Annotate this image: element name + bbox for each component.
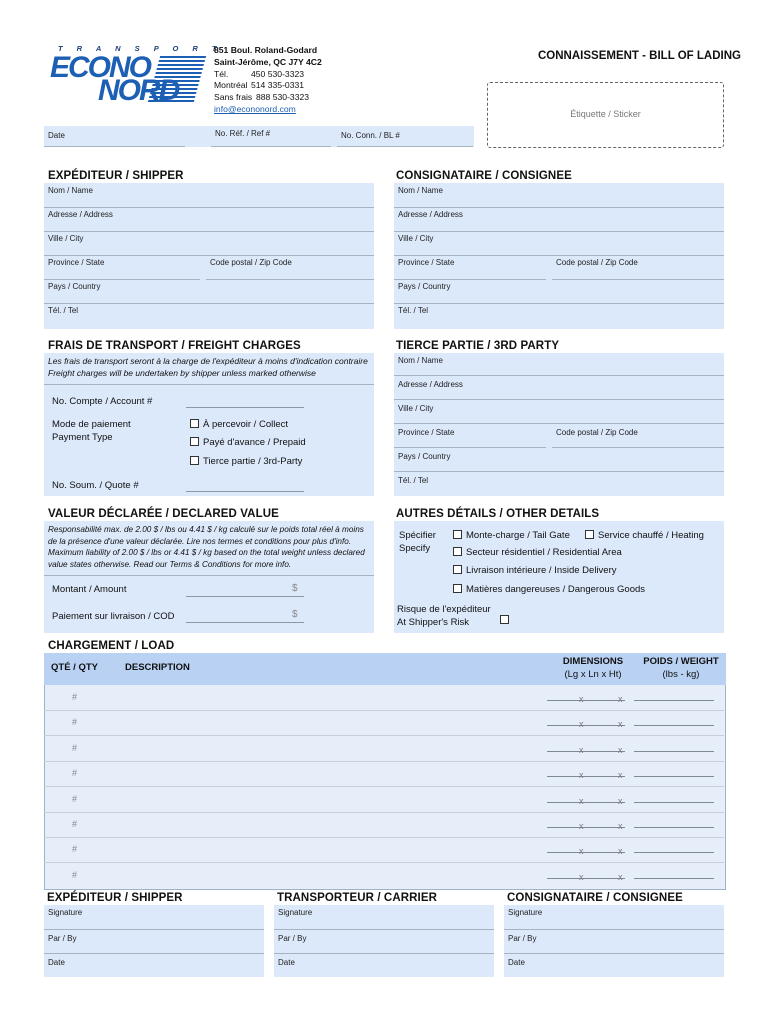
third-tel-field[interactable] xyxy=(394,471,724,496)
shipper-tel-field[interactable] xyxy=(44,303,374,327)
third-name-label: Nom / Name xyxy=(398,356,443,365)
consignee-country-label: Pays / Country xyxy=(398,282,451,291)
load-row[interactable] xyxy=(44,837,724,863)
signature-carrier-by-field[interactable]: Par / By xyxy=(274,929,494,954)
consignee-postal-label: Code postal / Zip Code xyxy=(556,258,638,267)
amount-currency: $ xyxy=(292,583,298,594)
shipper-postal-label: Code postal / Zip Code xyxy=(210,258,292,267)
logo-line1: ECONO xyxy=(50,51,151,84)
row-qty-marker: # xyxy=(72,793,78,804)
third-country-label: Pays / Country xyxy=(398,452,451,461)
signature-carrier-title: TRANSPORTEUR / CARRIER xyxy=(277,892,438,904)
shipper-postal-field[interactable] xyxy=(206,255,374,280)
load-row[interactable] xyxy=(44,812,724,838)
signature-consignee-title: CONSIGNATAIRE / CONSIGNEE xyxy=(507,892,683,904)
consignee-name-field[interactable] xyxy=(394,183,724,208)
specify-label: Spécifier Specify xyxy=(399,530,436,554)
signature-consignee-signature-field[interactable]: Signature xyxy=(504,905,724,930)
third-country-field[interactable] xyxy=(394,447,724,472)
dangerous-goods-option[interactable]: Matières dangereuses / Dangerous Goods xyxy=(453,584,645,595)
inside-delivery-checkbox[interactable] xyxy=(453,565,462,574)
row-qty-marker: # xyxy=(72,717,78,728)
heating-checkbox[interactable] xyxy=(585,530,594,539)
ref-label: No. Réf. / Ref # xyxy=(215,129,271,138)
third-province-label: Province / State xyxy=(398,428,455,437)
row-dimension-separators: x x xyxy=(579,821,639,831)
shipper-country-field[interactable] xyxy=(44,279,374,304)
dangerous-goods-checkbox[interactable] xyxy=(453,584,462,593)
company-address1: 851 Boul. Roland-Godard xyxy=(214,45,318,55)
payment-collect-option[interactable]: À percevoir / Collect xyxy=(190,419,288,430)
residential-checkbox[interactable] xyxy=(453,547,462,556)
company-tel: Tél. 450 530-3323 xyxy=(214,68,305,79)
residential-option[interactable]: Secteur résidentiel / Residential Area xyxy=(453,547,622,558)
declared-divider xyxy=(44,575,374,576)
row-weight-input[interactable] xyxy=(634,827,714,828)
third-address-field[interactable] xyxy=(394,375,724,400)
load-row[interactable] xyxy=(44,736,724,762)
row-weight-input[interactable] xyxy=(634,751,714,752)
logo-top-text: T R A N S P O R T xyxy=(58,44,223,53)
row-dimension-separators: x x xyxy=(579,694,639,704)
consignee-province-field[interactable] xyxy=(394,255,546,280)
sticker-label: Étiquette / Sticker xyxy=(570,109,641,119)
other-title: AUTRES DÉTAILS / OTHER DETAILS xyxy=(396,508,600,520)
load-row[interactable] xyxy=(44,787,724,813)
consignee-address-label: Adresse / Address xyxy=(398,210,463,219)
shipper-name-field[interactable] xyxy=(44,183,374,208)
third-postal-label: Code postal / Zip Code xyxy=(556,428,638,437)
quote-label: No. Soum. / Quote # xyxy=(52,480,139,491)
shipper-risk-label: Risque de l'expéditeur At Shipper's Risk xyxy=(397,604,491,628)
consignee-postal-field[interactable] xyxy=(552,255,724,280)
declared-note-3: Maximum liability of 2.00 $ / lbs or 4.41 $ / kg based on the total weight unless declared xyxy=(48,548,365,557)
signature-carrier-date-field[interactable]: Date xyxy=(278,958,295,967)
load-title: CHARGEMENT / LOAD xyxy=(48,640,175,652)
third-address-label: Adresse / Address xyxy=(398,380,463,389)
row-dimension-separators: x x xyxy=(579,795,639,806)
company-info xyxy=(214,45,322,116)
amount-input[interactable] xyxy=(186,596,304,597)
load-row[interactable] xyxy=(44,685,724,711)
shipper-city-field[interactable] xyxy=(44,231,374,256)
third-city-label: Ville / City xyxy=(398,404,434,413)
shipper-city-label: Ville / City xyxy=(48,234,84,243)
row-weight-input[interactable] xyxy=(634,852,714,853)
signature-shipper-title: EXPÉDITEUR / SHIPPER xyxy=(47,892,183,904)
consignee-province-label: Province / State xyxy=(398,258,455,267)
row-qty-marker: # xyxy=(72,819,78,829)
bl-label: No. Conn. / BL # xyxy=(341,131,400,140)
inside-delivery-option[interactable]: Livraison intérieure / Inside Delivery xyxy=(453,565,616,576)
freight-divider xyxy=(44,384,374,385)
sticker-area xyxy=(487,82,724,148)
signature-consignee-date-field[interactable]: Date xyxy=(508,958,525,967)
logo-line2: NORD xyxy=(98,74,179,107)
row-weight-input[interactable] xyxy=(634,802,714,803)
signature-carrier-signature-field[interactable]: Signature xyxy=(274,905,494,930)
payment-type-label: Mode de paiement Payment Type xyxy=(52,419,131,443)
row-weight-input[interactable] xyxy=(634,776,714,777)
shipper-province-field[interactable] xyxy=(44,255,200,280)
third-party-title: TIERCE PARTIE / 3RD PARTY xyxy=(396,340,560,352)
tailgate-checkbox[interactable] xyxy=(453,530,462,539)
heating-option[interactable]: Service chauffé / Heating xyxy=(585,530,704,541)
consignee-city-label: Ville / City xyxy=(398,234,434,243)
qty-header: QTÉ / QTY xyxy=(51,662,98,673)
row-dimension-separators: x x xyxy=(579,719,639,730)
row-qty-marker: # xyxy=(72,692,78,702)
company-address2: Saint-Jérôme, QC J7Y 4C2 xyxy=(214,56,322,67)
shipper-risk-checkbox[interactable] xyxy=(500,612,513,630)
freight-title: FRAIS DE TRANSPORT / FREIGHT CHARGES xyxy=(48,340,301,352)
shipper-address-field[interactable] xyxy=(44,207,374,232)
ref-field[interactable] xyxy=(211,126,331,147)
row-qty-marker: # xyxy=(72,869,78,880)
signature-consignee-by-field[interactable]: Par / By xyxy=(504,929,724,954)
freight-note-en: Freight charges will be undertaken by shipper unless marked otherwise xyxy=(48,367,316,378)
signature-shipper-by-field[interactable]: Par / By xyxy=(44,929,264,954)
cod-currency: $ xyxy=(292,609,298,620)
payment-prepaid-option[interactable]: Payé d'avance / Prepaid xyxy=(190,437,306,448)
bl-field[interactable] xyxy=(337,126,473,147)
row-dimension-separators: x x xyxy=(579,744,639,755)
third-city-field[interactable] xyxy=(394,399,724,424)
quote-input[interactable] xyxy=(186,491,304,492)
shipper-name-label: Nom / Name xyxy=(48,186,93,195)
row-qty-marker: # xyxy=(72,768,78,779)
company-logo xyxy=(50,44,223,107)
load-row[interactable] xyxy=(44,710,724,736)
date-field[interactable] xyxy=(44,126,185,147)
load-row[interactable] xyxy=(44,863,724,888)
third-party-checkbox[interactable] xyxy=(190,456,199,465)
row-dimension-separators: x x xyxy=(579,846,639,857)
third-postal-field[interactable] xyxy=(552,423,724,448)
declared-note xyxy=(48,524,374,570)
company-tollfree: Sans frais 888 530-3323 xyxy=(214,92,310,103)
freight-note-fr: Les frais de transport seront à la charge de l'expéditeur à moins d'indication contraire xyxy=(48,356,368,366)
shipper-country-label: Pays / Country xyxy=(48,282,101,291)
declared-title: VALEUR DÉCLARÉE / DECLARED VALUE xyxy=(48,508,279,520)
consignee-title: CONSIGNATAIRE / CONSIGNEE xyxy=(396,170,572,182)
third-name-field[interactable] xyxy=(394,353,724,376)
consignee-city-field[interactable] xyxy=(394,231,724,256)
declared-note-4: value states otherwise. Read our Terms & Conditions for more info. xyxy=(48,559,292,569)
amount-label: Montant / Amount xyxy=(52,584,127,595)
description-header: DESCRIPTION xyxy=(125,662,190,673)
declared-note-1: Responsabilité max. de 2.00 $ / lbs ou 4.41 $ / kg calculé sur le poids total réel à moins xyxy=(48,525,364,534)
consignee-country-field[interactable] xyxy=(394,279,724,304)
company-email-link[interactable]: info@econonord.com xyxy=(214,103,296,114)
shipper-title: EXPÉDITEUR / SHIPPER xyxy=(48,170,184,182)
row-qty-marker: # xyxy=(72,742,78,753)
row-qty-marker: # xyxy=(72,844,78,855)
third-province-field[interactable] xyxy=(394,423,546,448)
shipper-address-label: Adresse / Address xyxy=(48,210,113,219)
shipper-province-label: Province / State xyxy=(48,258,105,267)
load-row[interactable] xyxy=(44,761,724,787)
account-input[interactable] xyxy=(186,407,304,408)
dimensions-header: DIMENSIONS (Lg x Ln x Ht) xyxy=(562,656,624,680)
row-dimension-separators: x x xyxy=(579,871,639,882)
declared-note-2: de la présence d'une valeur déclarée. Lire nos termes et conditions pour plus d'info. xyxy=(48,536,352,546)
third-tel-label: Tél. / Tel xyxy=(398,476,429,485)
weight-header: POIDS / WEIGHT (lbs - kg) xyxy=(643,656,719,680)
prepaid-checkbox[interactable] xyxy=(190,437,199,446)
signature-shipper-signature-field[interactable]: Signature xyxy=(44,905,264,930)
date-label: Date xyxy=(48,131,65,140)
consignee-name-label: Nom / Name xyxy=(398,186,443,195)
account-label: No. Compte / Account # xyxy=(52,396,153,407)
consignee-tel-field[interactable] xyxy=(394,303,724,327)
tailgate-option[interactable]: Monte-charge / Tail Gate xyxy=(453,530,570,541)
consignee-address-field[interactable] xyxy=(394,207,724,232)
shipper-tel-label: Tél. / Tel xyxy=(48,306,79,315)
document-title: CONNAISSEMENT - BILL OF LADING xyxy=(538,50,741,62)
payment-third-option[interactable]: Tierce partie / 3rd-Party xyxy=(190,456,302,467)
consignee-tel-label: Tél. / Tel xyxy=(398,306,429,315)
row-weight-input[interactable] xyxy=(634,878,714,879)
cod-label: Paiement sur livraison / COD xyxy=(52,611,175,622)
row-weight-input[interactable] xyxy=(634,725,714,726)
cod-input[interactable] xyxy=(186,622,304,623)
signature-shipper-date-field[interactable]: Date xyxy=(48,958,65,967)
row-weight-input[interactable] xyxy=(634,700,714,701)
row-dimension-separators: x x xyxy=(579,770,639,781)
freight-note xyxy=(48,356,372,379)
collect-checkbox[interactable] xyxy=(190,419,199,428)
company-montreal: Montréal 514 335-0331 xyxy=(214,80,305,91)
